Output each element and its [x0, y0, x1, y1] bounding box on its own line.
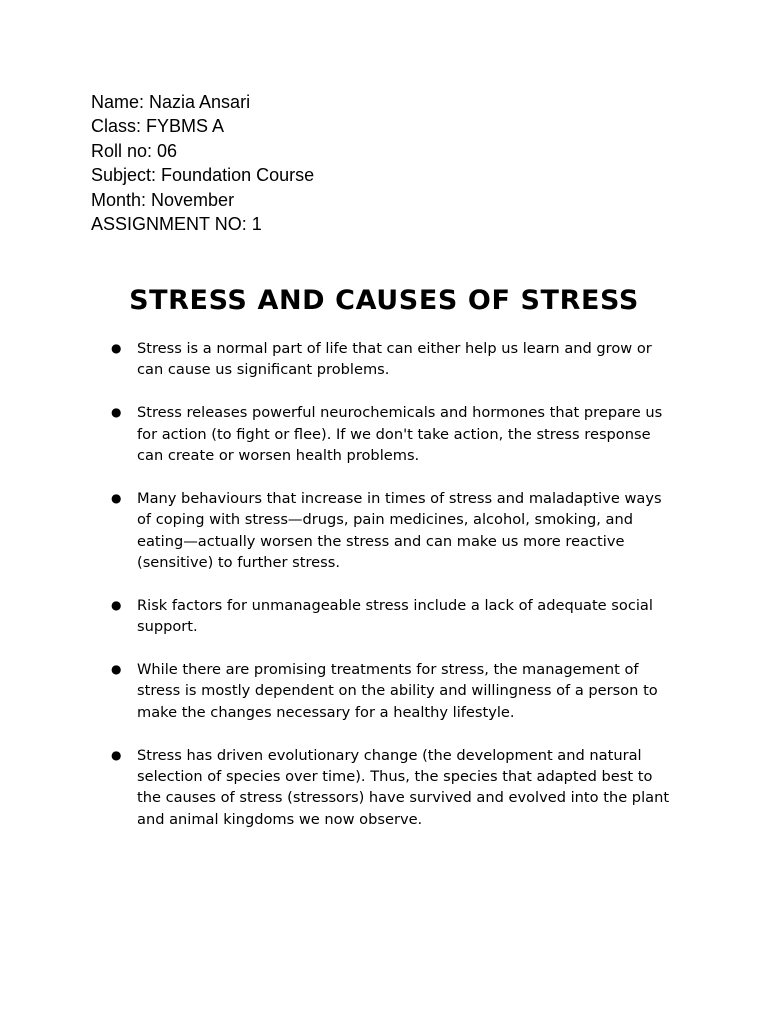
- list-item: [111, 338, 671, 381]
- month: Month: November: [91, 189, 235, 210]
- bullet-icon: ●: [111, 405, 122, 420]
- list-item: [111, 488, 671, 574]
- list-item-text: Stress has driven evolutionary change (the development and natural selection of species over time). Thus, the species that adapted best to the causes of stress (stressors) have survived and evolved into the plant and animal kingdoms we now observe.: [137, 746, 670, 828]
- roll-number: Roll no: 06: [91, 140, 178, 161]
- list-item: [111, 659, 671, 723]
- bullet-icon: ●: [111, 490, 122, 505]
- student-name: Name: Nazia Ansari: [91, 92, 251, 112]
- student-info-block: [91, 90, 314, 236]
- list-item-text: Risk factors for unmanageable stress include a lack of adequate social support.: [137, 596, 653, 636]
- list-item-text: Stress is a normal part of life that can either help us learn and grow or can cause us significant problems.: [137, 340, 652, 379]
- bullet-icon: ●: [111, 597, 122, 612]
- list-item: [111, 745, 671, 831]
- bullet-icon: ●: [111, 747, 122, 762]
- list-item: [111, 595, 671, 638]
- student-class: Class: FYBMS A: [91, 116, 225, 137]
- list-item-text: Many behaviours that increase in times of stress and maladaptive ways of coping with stress—drugs, pain medicines, alcohol, smoking, and eating—actually worsen the stress and can make us more reactive (sensitive) to further stress.: [137, 489, 662, 572]
- bullet-icon: ●: [111, 341, 122, 355]
- bullet-list: [111, 338, 671, 852]
- bullet-icon: ●: [111, 662, 122, 677]
- document-title: STRESS AND CAUSES OF STRESS: [129, 285, 639, 316]
- subject: Subject: Foundation Course: [91, 165, 315, 186]
- assignment-number: ASSIGNMENT NO: 1: [91, 214, 262, 235]
- list-item-text: Stress releases powerful neurochemicals and hormones that prepare us for action (to fight or flee). If we don't take action, the stress response can create or worsen health problems.: [137, 404, 663, 465]
- list-item-text: While there are promising treatments for stress, the management of stress is mostly dependent on the ability and willingness of a person to make the changes necessary for a healthy lifestyle.: [137, 661, 658, 721]
- list-item: [111, 402, 671, 466]
